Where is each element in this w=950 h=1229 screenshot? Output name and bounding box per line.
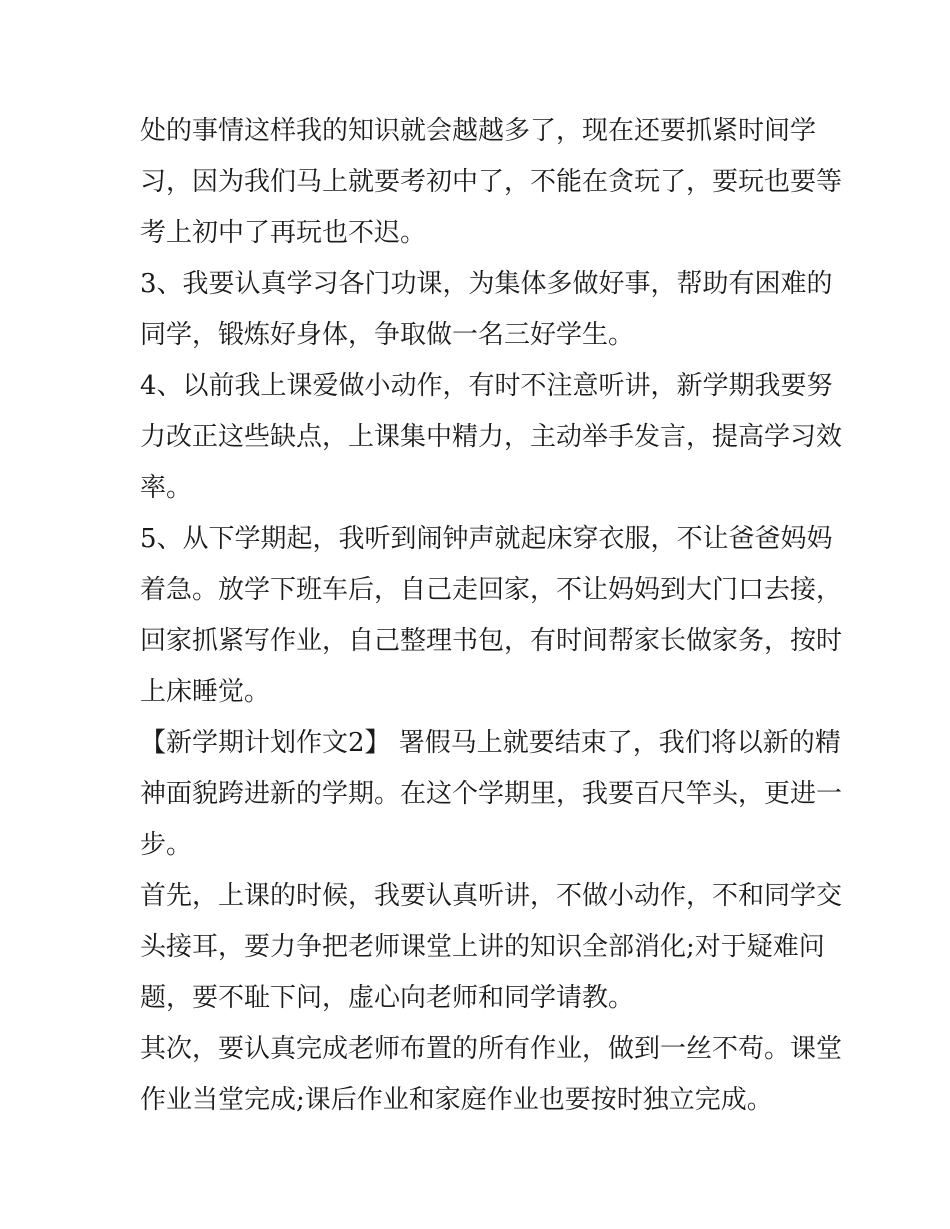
text-line: 【新学期计划作文2】 署假马上就要结束了，我们将以新的精 bbox=[140, 728, 841, 758]
document-body bbox=[140, 106, 843, 1126]
paragraph-item-4 bbox=[140, 361, 843, 514]
text-line: 着急。放学下班车后，自己走回家，不让妈妈到大门口去接， bbox=[140, 575, 843, 605]
text-line: 4、以前我上课爱做小动作，有时不注意听讲，新学期我要努 bbox=[140, 371, 833, 401]
text-line: 3、我要认真学习各门功课，为集体多做好事，帮助有困难的 bbox=[140, 269, 833, 299]
paragraph-second bbox=[140, 1024, 843, 1126]
text-line: 力改正这些缺点，上课集中精力，主动举手发言，提高学习效 bbox=[140, 422, 843, 452]
text-line: 处的事情这样我的知识就会越越多了，现在还要抓紧时间学 bbox=[140, 116, 817, 146]
text-line: 同学，锻炼好身体，争取做一名三好学生。 bbox=[140, 320, 635, 350]
text-line: 5、从下学期起，我听到闹钟声就起床穿衣服，不让爸爸妈妈 bbox=[140, 524, 833, 554]
paragraph-item-5 bbox=[140, 514, 843, 718]
text-line: 考上初中了再玩也不迟。 bbox=[140, 218, 427, 248]
text-line: 题，要不耻下问，虚心向老师和同学请教。 bbox=[140, 983, 635, 1013]
paragraph-item-3 bbox=[140, 259, 833, 361]
text-line: 作业当堂完成;课后作业和家庭作业也要按时独立完成。 bbox=[140, 1085, 773, 1115]
text-line: 其次，要认真完成老师布置的所有作业，做到一丝不苟。课堂 bbox=[140, 1034, 843, 1064]
text-line: 步。 bbox=[140, 830, 193, 860]
text-line: 上床睡觉。 bbox=[140, 677, 271, 707]
text-line: 率。 bbox=[140, 473, 193, 503]
text-line: 头接耳，要力争把老师课堂上讲的知识全部消化;对于疑难问 bbox=[140, 932, 825, 962]
text-line: 回家抓紧写作业，自己整理书包，有时间帮家长做家务，按时 bbox=[140, 626, 843, 656]
text-line: 首先，上课的时候，我要认真听讲，不做小动作，不和同学交 bbox=[140, 881, 843, 911]
paragraph-essay-2-intro bbox=[140, 718, 843, 871]
paragraph-continuation bbox=[140, 106, 843, 259]
text-line: 神面貌跨进新的学期。在这个学期里，我要百尺竿头，更进一 bbox=[140, 779, 843, 809]
paragraph-first bbox=[140, 871, 843, 1024]
text-line: 习，因为我们马上就要考初中了，不能在贪玩了，要玩也要等 bbox=[140, 167, 843, 197]
